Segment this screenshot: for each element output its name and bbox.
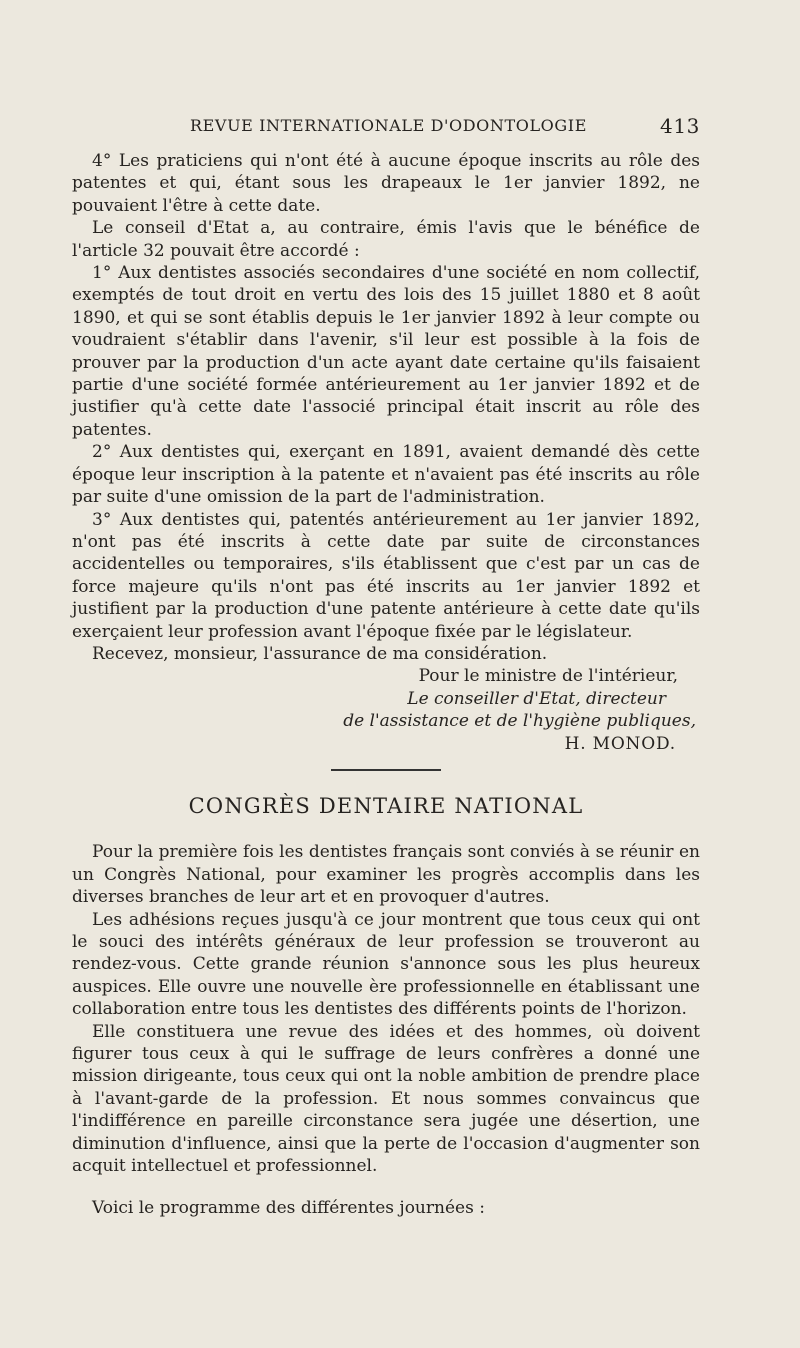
paragraph: 4° Les praticiens qui n'ont été à aucune époque inscrits au rôle des patentes et qui, étant sous les drapeaux le 1er janvier 1892, ne pouvaient l'être à cette date. — [72, 151, 700, 216]
section-heading: CONGRÈS DENTAIRE NATIONAL — [188, 793, 584, 818]
paragraph: 2° Aux dentistes qui, exerçant en 1891, avaient demandé dès cette époque leur inscription à la patente et n'avaient pas été inscrits au rôle par suite d'une omission de la part de l'administration. — [72, 442, 700, 508]
journal-title: REVUE INTERNATIONALE D'ODONTOLOGIE — [190, 116, 587, 135]
paragraph: 3° Aux dentistes qui, patentés antérieurement au 1er janvier 1892, n'ont pas été inscrits à cette date par suite de circonstances accidentelles ou temporaires, s'ils établissent que c'est par un cas de force majeure qu'ils n'ont pas été inscrits au 1er janvier 1892 et justifient par la production d'une patente antérieure à cette date qu'ils exerçaient leur profession avant l'époque fixée par le législateur. — [72, 509, 700, 642]
section-divider — [331, 769, 441, 771]
paragraph: Elle constituera une revue des idées et des hommes, où doivent figurer tous ceux à qui le suffrage de leurs confrères a donné une mission dirigeante, tous ceux qui ont la noble ambition de prendre place à l'avant-garde de la profession. Et nous sommes convaincus que l'indifférence en pareille circonstance sera jugée une désertion, une diminution d'influence, ainsi que la perte de l'occasion d'augmenter son acquit intellectuel et professionnel. — [72, 1021, 700, 1177]
signature-line: Le conseiller d'Etat, directeur — [407, 688, 666, 709]
signature-line: de l'assistance et de l'hygiène publiques, — [343, 711, 696, 732]
paragraph: Pour la première fois les dentistes français sont conviés à se réunir en un Congrès National, pour examiner les progrès accomplis dans les diverses branches de leur art et en provoquer d'autres. — [72, 842, 700, 908]
signature-block — [72, 665, 700, 755]
paragraph: 1° Aux dentistes associés secondaires d'une société en nom collectif, exemptés de tout droit en vertu des lois des 15 juillet 1880 et 8 août 1890, et qui se sont établis depuis le 1er janvier 1892 à leur compte ou voudraient s'établir dans l'avenir, s'il leur est possible à la fois de prouver par la production d'un acte ayant date certaine qu'ils faisaient partie d'une société formée antérieurement au 1er janvier 1892 et de justifier qu'à cette date l'associé principal était inscrit au rôle des patentes. — [72, 263, 700, 440]
signatory-name: H. MONOD. — [564, 733, 676, 754]
signature-line: Pour le ministre de l'intérieur, — [418, 666, 678, 687]
paragraph: Recevez, monsieur, l'assurance de ma considération. — [92, 643, 548, 664]
program-intro: Voici le programme des différentes journées : — [92, 1198, 485, 1219]
page-number: 413 — [660, 114, 700, 138]
paragraph: Le conseil d'Etat a, au contraire, émis l'avis que le bénéfice de l'article 32 pouvait être accordé : — [72, 218, 700, 261]
paragraph: Les adhésions reçues jusqu'à ce jour montrent que tous ceux qui ont le souci des intérêts généraux de leur profession se trouveront au rendez-vous. Cette grande réunion s'annonce sous les plus heureux auspices. Elle ouvre une nouvelle ère professionnelle en établissant une collaboration entre tous les dentistes des différents points de l'horizon. — [72, 909, 700, 1020]
article-body — [72, 150, 700, 1220]
